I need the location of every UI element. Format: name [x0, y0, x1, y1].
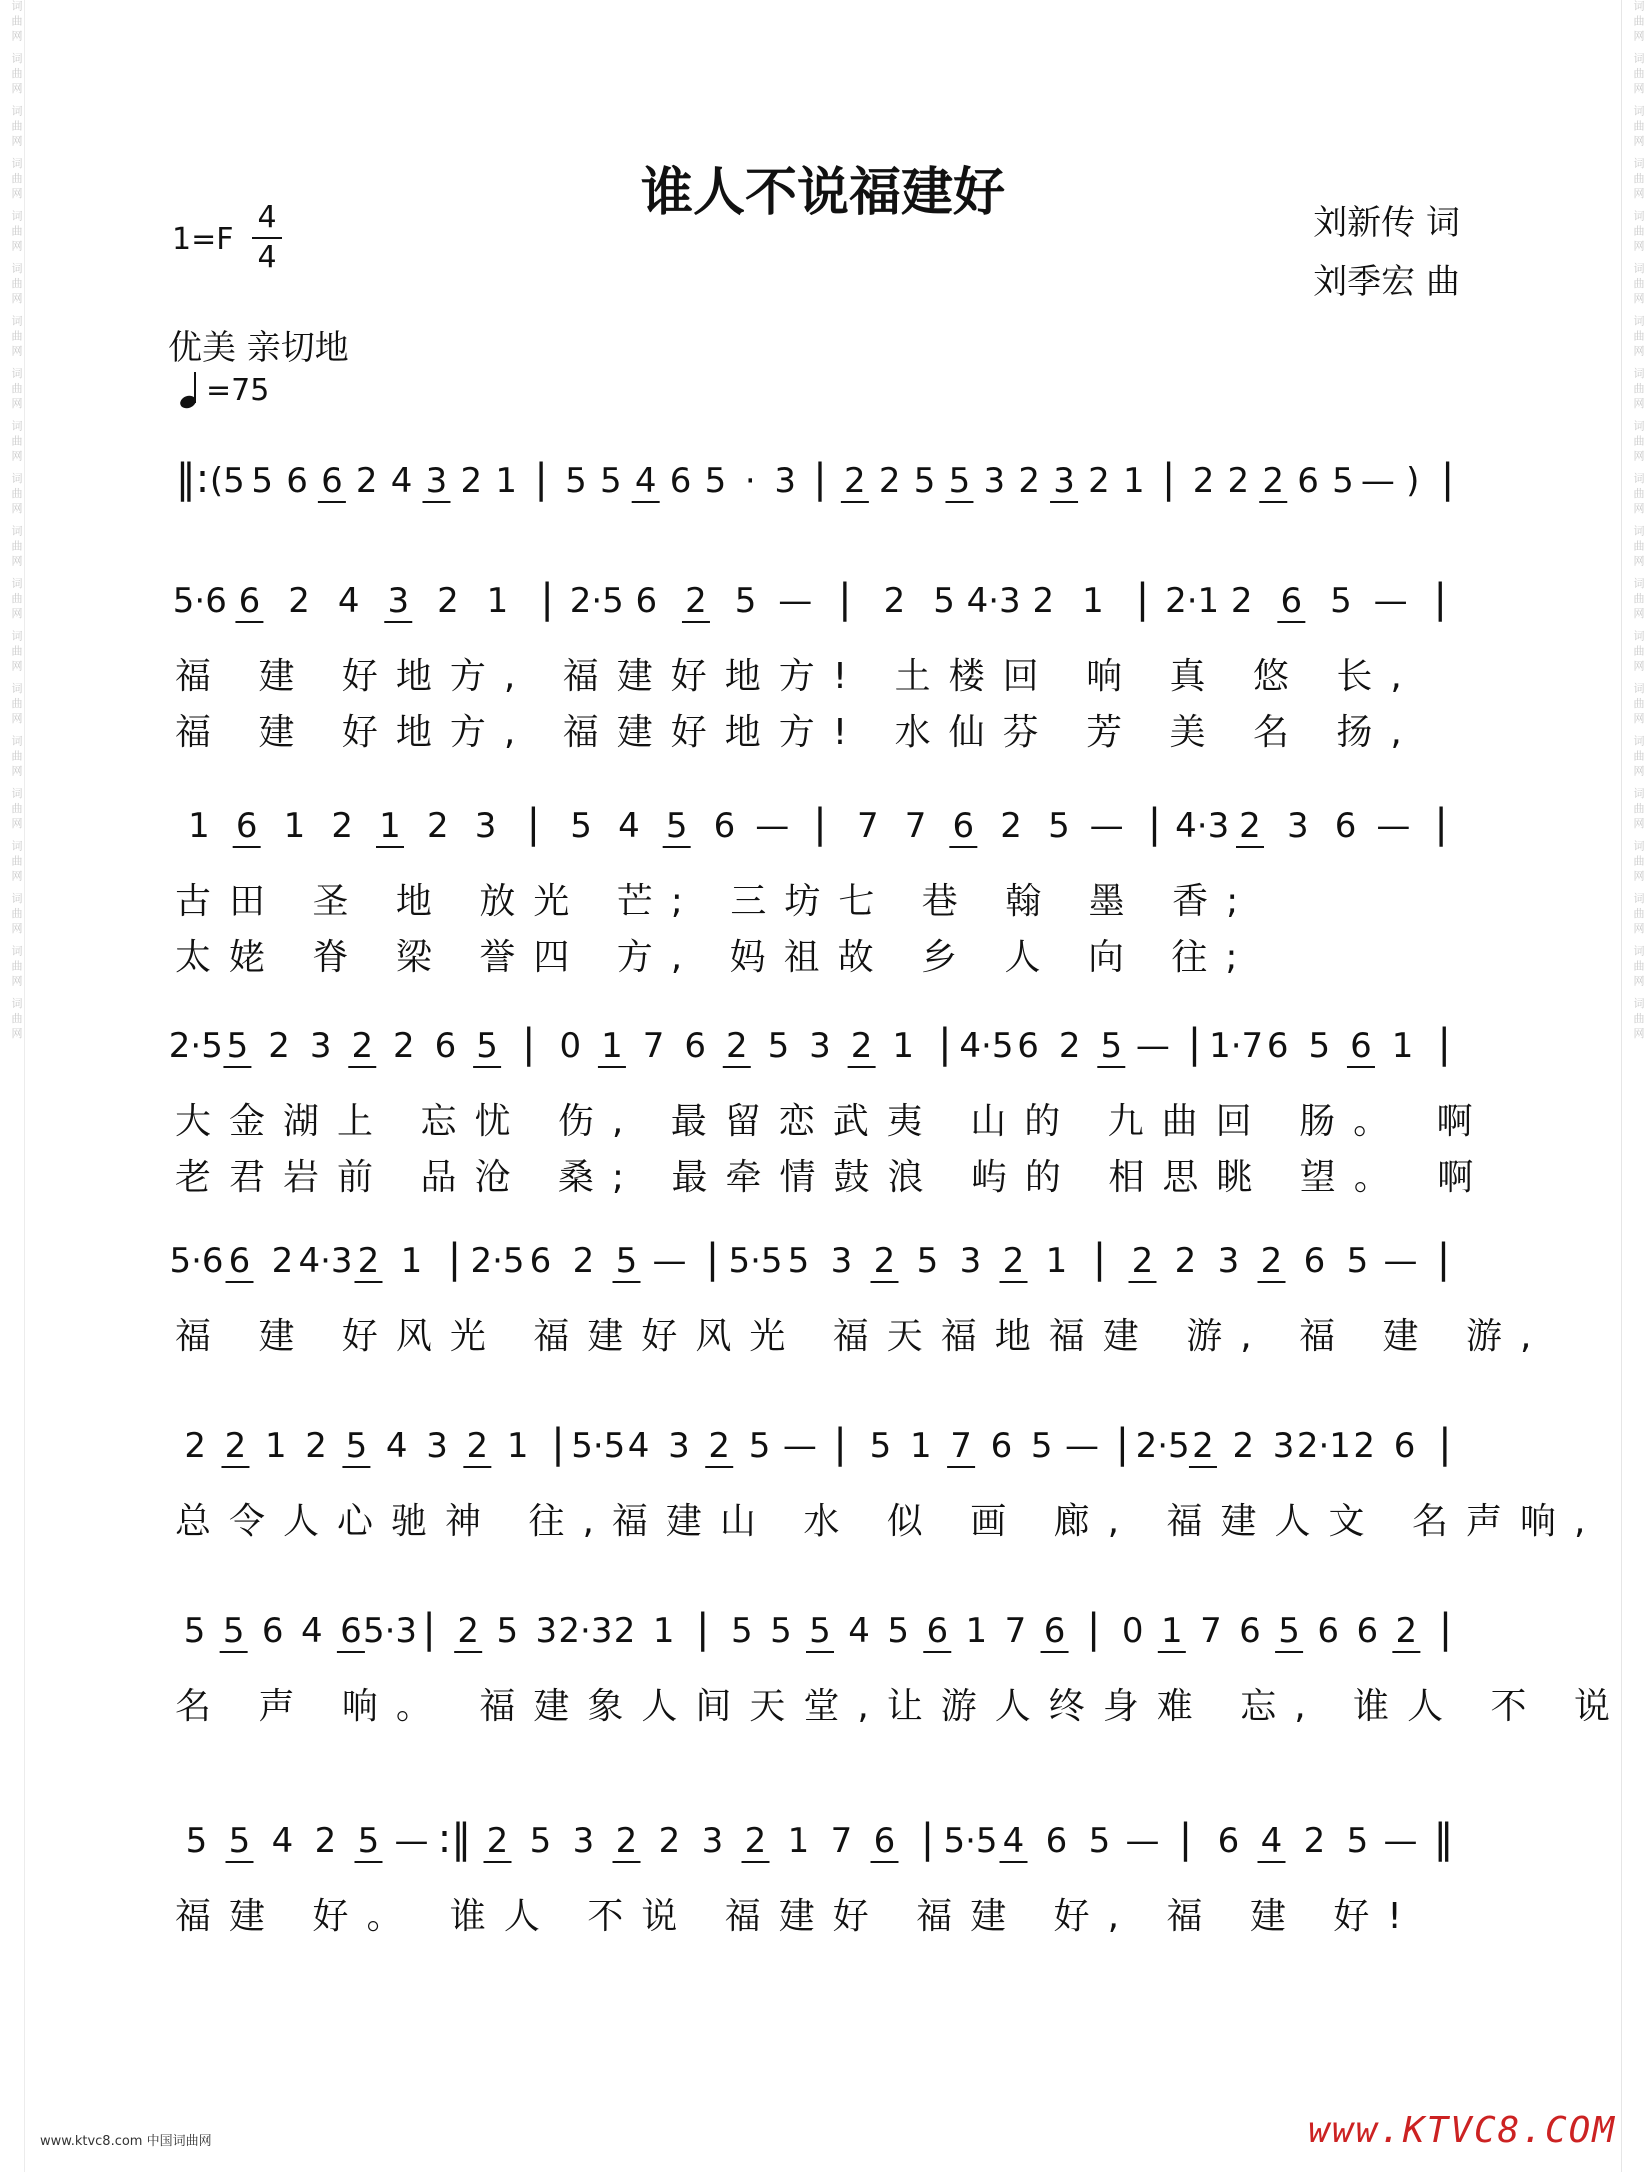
barline: | — [1161, 456, 1176, 502]
note: 5 — [916, 1241, 939, 1281]
note: 2 — [1227, 461, 1250, 501]
note: 5 — [345, 1426, 368, 1466]
note: 2 — [1032, 581, 1055, 621]
barline: | — [1178, 1816, 1193, 1862]
note: ) — [1406, 461, 1420, 501]
note: 4 — [1260, 1821, 1283, 1861]
note: — — [755, 806, 790, 846]
note: 2 — [1395, 1611, 1418, 1651]
barline: | — [1438, 1606, 1453, 1652]
note: 5·5 — [728, 1241, 783, 1281]
note: 2 — [355, 461, 378, 501]
note: 6 — [1280, 581, 1303, 621]
barline: | — [1436, 1236, 1451, 1282]
note: 3 — [701, 1821, 724, 1861]
note: 5 — [913, 461, 936, 501]
barline: | — [551, 1421, 565, 1467]
note: 1 — [506, 1426, 529, 1466]
note: 6 — [635, 581, 658, 621]
note: 5 — [933, 581, 955, 621]
note: 7 — [1004, 1611, 1027, 1651]
note: 2 — [457, 1611, 480, 1651]
note: 5 — [887, 1611, 910, 1651]
note: 3 — [474, 806, 497, 846]
note: 5 — [185, 1821, 208, 1861]
note: 6 — [1239, 1611, 1261, 1651]
notation-line — [168, 1005, 1465, 1075]
note: — — [1376, 806, 1411, 846]
note: — — [1089, 806, 1124, 846]
quarter-note-icon — [180, 372, 202, 408]
time-signature-bottom: 4 — [257, 240, 277, 275]
note: 3 — [387, 581, 410, 621]
barline: | — [1438, 1421, 1452, 1467]
note: 3 — [959, 1241, 982, 1281]
note: — — [1360, 461, 1395, 501]
note: 2 — [1058, 1026, 1081, 1066]
note: 2 — [1000, 806, 1022, 846]
note: 2 — [1174, 1241, 1197, 1281]
note: 5·6 — [169, 1241, 224, 1281]
note: 5 — [787, 1241, 810, 1281]
note: 5 — [570, 806, 592, 846]
note: 2·3 — [558, 1611, 613, 1651]
barline: | — [838, 576, 852, 622]
note: 4 — [634, 461, 657, 501]
note: 5·6 — [172, 581, 227, 621]
note: 5 — [665, 806, 688, 846]
barline: | — [833, 1421, 847, 1467]
barline: | — [705, 1236, 720, 1282]
note: 1 — [909, 1426, 932, 1466]
barline: | — [920, 1816, 935, 1862]
note: 5 — [948, 461, 971, 501]
note: 6 — [529, 1241, 552, 1281]
note: 2 — [850, 1026, 873, 1066]
note: 2·1 — [1296, 1426, 1351, 1466]
composer-credit: 刘季宏 曲 — [1313, 262, 1460, 302]
barline: | — [540, 576, 554, 622]
note: 4 — [271, 1821, 294, 1861]
note: 4 — [618, 806, 640, 846]
note: 3 — [774, 461, 796, 501]
note: 6 — [434, 1026, 457, 1066]
note: 2 — [1088, 461, 1110, 501]
note: 6 — [1356, 1611, 1379, 1651]
notation-line — [175, 1405, 1465, 1475]
note: 3 — [809, 1026, 831, 1066]
note: 7 — [1200, 1611, 1222, 1651]
notation-line — [169, 1220, 1465, 1290]
barline: | — [526, 801, 541, 847]
tempo-mark — [180, 372, 269, 408]
lyric-line: 老君岩前 品沧 桑; 最牵情鼓浪 屿的 相思眺 望。 啊 — [175, 1157, 1492, 1198]
note: 1 — [965, 1611, 988, 1651]
note: 5 — [476, 1026, 498, 1066]
note: 2 — [466, 1426, 489, 1466]
barline: | — [1440, 456, 1455, 502]
note: 1 — [283, 806, 306, 846]
note: 4 — [848, 1611, 870, 1651]
note: 5 — [357, 1821, 380, 1861]
note: 5 — [770, 1611, 792, 1651]
barline: | — [521, 1021, 536, 1067]
note: 1 — [1082, 581, 1104, 621]
note: 5 — [1330, 581, 1352, 621]
note: 2 — [393, 1026, 415, 1066]
note: 1 — [892, 1026, 915, 1066]
note: 4 — [1002, 1821, 1025, 1861]
notation-line — [175, 785, 1465, 855]
note: 7 — [950, 1426, 972, 1466]
note: 1 — [787, 1821, 810, 1861]
note: 5 — [183, 1611, 206, 1651]
note: 2·5 — [470, 1241, 525, 1281]
note: 2 — [314, 1821, 337, 1861]
note: 5 — [809, 1611, 831, 1651]
barline: | — [1135, 576, 1150, 622]
barline: | — [938, 1021, 952, 1067]
barline: | — [695, 1606, 710, 1652]
note: 2 — [460, 461, 483, 501]
note: 7 — [642, 1026, 665, 1066]
note: 2 — [1232, 1426, 1255, 1466]
note: 2 — [351, 1026, 374, 1066]
lyric-line: 太姥 脊 梁 誉四 方, 妈祖故 乡 人 向 往; — [175, 937, 1256, 978]
note: 6 — [1393, 1426, 1416, 1466]
expression-mark: 优美 亲切地 — [168, 328, 349, 368]
note: 2 — [437, 581, 459, 621]
barline: ‖ — [1433, 1816, 1454, 1862]
note: 6 — [1043, 1611, 1066, 1651]
note: 5 — [734, 581, 757, 621]
note: (5 — [209, 461, 245, 501]
note: 3 — [1217, 1241, 1240, 1281]
note: 5·5 — [943, 1821, 998, 1861]
note: 1 — [379, 806, 401, 846]
note: 5 — [226, 1026, 249, 1066]
note: 2 — [1353, 1426, 1376, 1466]
note: 6 — [1297, 461, 1319, 501]
note: 2 — [288, 581, 310, 621]
notation-line — [175, 1800, 1465, 1870]
note: 2·5 — [569, 581, 624, 621]
footer-site-logo: www.KTVC8.COM — [1308, 2110, 1616, 2151]
note: 2 — [1018, 461, 1041, 501]
note: 6 — [873, 1821, 896, 1861]
note: 1 — [264, 1426, 287, 1466]
note: 7 — [856, 806, 879, 846]
note: 3 — [668, 1426, 690, 1466]
note: 1 — [652, 1611, 675, 1651]
note: 3 — [572, 1821, 595, 1861]
note: 3 — [426, 1426, 448, 1466]
note: 2 — [184, 1426, 206, 1466]
note: 2 — [486, 1821, 509, 1861]
note: 1 — [1122, 461, 1145, 501]
note: 4 — [300, 1611, 323, 1651]
note: 6 — [684, 1026, 706, 1066]
note: 2 — [1192, 461, 1215, 501]
barline: | — [1147, 801, 1162, 847]
note: 6 — [286, 461, 308, 501]
note: 5 — [1088, 1821, 1111, 1861]
note: 6 — [1303, 1241, 1326, 1281]
tempo-value: =75 — [206, 372, 270, 408]
note: 2 — [1131, 1241, 1154, 1281]
left-watermark-strip: 词曲网 词曲网 词曲网 词曲网 词曲网 词曲网 词曲网 词曲网 词曲网 词曲网 词曲网 词曲网 词曲网 词曲网 词曲网 词曲网 词曲网 词曲网 词曲网 词曲网 — [0, 0, 25, 2172]
note: 5 — [599, 461, 622, 501]
note: 5 — [565, 461, 587, 501]
note: 5 — [748, 1426, 771, 1466]
note: 1 — [188, 806, 210, 846]
lyric-line: 大金湖上 忘忧 伤, 最留恋武夷 山的 九曲回 肠。 啊 — [175, 1101, 1491, 1142]
note: 6 — [1334, 806, 1357, 846]
key-signature: 1=F — [172, 222, 234, 257]
note: — — [1383, 1241, 1418, 1281]
note: — — [1135, 1026, 1170, 1066]
note: 2 — [878, 461, 901, 501]
note: 5 — [222, 1611, 245, 1651]
barline: | — [422, 1606, 436, 1652]
barline: :‖ — [437, 1816, 472, 1862]
lyric-line: 福 建 好地方, 福建好地方! 土楼回 响 真 悠 长, — [175, 656, 1420, 697]
note: 6 — [1350, 1026, 1372, 1066]
note: 6 — [1317, 1611, 1340, 1651]
right-watermark-strip: 词曲网 词曲网 词曲网 词曲网 词曲网 词曲网 词曲网 词曲网 词曲网 词曲网 词曲网 词曲网 词曲网 词曲网 词曲网 词曲网 词曲网 词曲网 词曲网 词曲网 — [1621, 0, 1646, 2172]
note: 6 — [926, 1611, 949, 1651]
note: 5 — [1048, 806, 1070, 846]
notation-line — [172, 560, 1465, 630]
note: 2 — [873, 1241, 896, 1281]
note: 5 — [704, 461, 727, 501]
time-signature — [252, 200, 282, 276]
barline: | — [1086, 1606, 1101, 1652]
note: — — [1373, 581, 1408, 621]
note: 2 — [1260, 1241, 1283, 1281]
note: 2 — [271, 1241, 294, 1281]
note: 6 — [952, 806, 975, 846]
note: 2 — [658, 1821, 681, 1861]
note: 5 — [529, 1821, 552, 1861]
note: 2 — [1002, 1241, 1025, 1281]
note: 6 — [713, 806, 736, 846]
note: 1 — [486, 581, 509, 621]
note: 4 — [385, 1426, 408, 1466]
barline: | — [1115, 1421, 1130, 1467]
note: — — [652, 1241, 687, 1281]
note: 1 — [400, 1241, 423, 1281]
note: 4 — [627, 1426, 650, 1466]
lyric-line: 名 声 响。 福建象人间天堂,让游人终身难 忘, 谁人 不 说 — [175, 1686, 1628, 1727]
notation-line — [175, 440, 1465, 510]
note: 2 — [883, 581, 906, 621]
note: 5·5 — [571, 1426, 626, 1466]
lyricist-credit: 刘新传 词 — [1313, 203, 1460, 243]
note: 2 — [1303, 1821, 1326, 1861]
note: 5 — [228, 1821, 251, 1861]
lyric-line: 古田 圣 地 放光 芒; 三坊七 巷 翰 墨 香; — [175, 881, 1257, 922]
note: 6 — [1045, 1821, 1068, 1861]
note: 1 — [495, 461, 518, 501]
note: 6 — [321, 461, 343, 501]
note: 3 — [535, 1611, 558, 1651]
note: 2·1 — [1165, 581, 1220, 621]
note: 6 — [990, 1426, 1013, 1466]
barline: | — [1092, 1236, 1107, 1282]
note: — — [1383, 1821, 1418, 1861]
barline: | — [1187, 1021, 1202, 1067]
note: 2 — [357, 1241, 380, 1281]
note: 2 — [426, 806, 449, 846]
note: 2 — [305, 1426, 327, 1466]
note: 3 — [309, 1026, 332, 1066]
note: 3 — [425, 461, 448, 501]
barline: | — [1434, 801, 1448, 847]
note: 5 — [767, 1026, 790, 1066]
note: 1 — [1160, 1611, 1183, 1651]
song-title: 谁人不说福建好 — [640, 163, 1005, 223]
note: 0 — [559, 1026, 582, 1066]
note: — — [1125, 1821, 1160, 1861]
note: 5 — [869, 1426, 892, 1466]
note: 5 — [1100, 1026, 1123, 1066]
note: 2 — [725, 1026, 748, 1066]
note: 1 — [601, 1026, 623, 1066]
note: 3 — [1053, 461, 1075, 501]
note: 2 — [1239, 806, 1261, 846]
lyric-line: 福建 好。 谁人 不说 福建好 福建 好, 福 建 好! — [175, 1896, 1420, 1937]
note: 6 — [228, 1241, 251, 1281]
note: 1 — [1045, 1241, 1068, 1281]
note: 2 — [268, 1026, 290, 1066]
footer-left-credit: www.ktvc8.com 中国词曲网 — [40, 2134, 212, 2149]
note: — — [782, 1426, 817, 1466]
note: 7 — [904, 806, 927, 846]
note: 2 — [685, 581, 707, 621]
note: 4·3 — [298, 1241, 353, 1281]
note: 5 — [1278, 1611, 1300, 1651]
note: 5·3 — [362, 1611, 418, 1651]
note: 2 — [1230, 581, 1253, 621]
note: 4·5 — [959, 1026, 1014, 1066]
note: 4·3 — [966, 581, 1021, 621]
note: · — [744, 461, 756, 501]
note: 5 — [496, 1611, 519, 1651]
note: 5 — [1346, 1821, 1369, 1861]
note: 6 — [340, 1611, 362, 1651]
note: 2 — [1192, 1426, 1214, 1466]
note: — — [1065, 1426, 1100, 1466]
note: 0 — [1121, 1611, 1144, 1651]
note: 5 — [1346, 1241, 1369, 1281]
note: 5 — [251, 461, 273, 501]
barline: | — [1433, 576, 1447, 622]
notation-line — [175, 1590, 1465, 1660]
barline: | — [813, 456, 827, 502]
lyric-line: 福 建 好风光 福建好风光 福天福地福建 游, 福 建 游, — [175, 1316, 1550, 1357]
note: 2 — [744, 1821, 767, 1861]
note: 6 — [1266, 1026, 1289, 1066]
note: 6 — [1217, 1821, 1240, 1861]
note: 2·5 — [1135, 1426, 1190, 1466]
note: — — [778, 581, 813, 621]
note: 1·7 — [1209, 1026, 1264, 1066]
note: 6 — [261, 1611, 284, 1651]
barline: | — [447, 1236, 462, 1282]
time-signature-top: 4 — [257, 200, 277, 235]
note: 7 — [830, 1821, 853, 1861]
note: 3 — [1286, 806, 1309, 846]
note: 2 — [331, 806, 354, 846]
note: 5 — [1308, 1026, 1331, 1066]
note: 4 — [390, 461, 413, 501]
note: 2 — [708, 1426, 731, 1466]
lyric-line: 福 建 好地方, 福建好地方! 水仙芬 芳 美 名 扬, — [175, 712, 1420, 753]
barline: | — [1437, 1021, 1451, 1067]
note: 3 — [983, 461, 1006, 501]
note: 2 — [844, 461, 866, 501]
note: 2·5 — [168, 1026, 223, 1066]
note: 4·3 — [1175, 806, 1230, 846]
note: — — [394, 1821, 429, 1861]
note: 2 — [572, 1241, 595, 1281]
note: 5 — [615, 1241, 638, 1281]
note: 6 — [235, 806, 258, 846]
note: 5 — [730, 1611, 753, 1651]
note: 5 — [1030, 1426, 1053, 1466]
note: 6 — [1017, 1026, 1039, 1066]
lyric-line: 总令人心驰神 往,福建山 水 似 画 廊, 福建人文 名声响, — [175, 1501, 1604, 1542]
note: 2 — [224, 1426, 247, 1466]
note: 1 — [1391, 1026, 1414, 1066]
note: 3 — [1272, 1426, 1295, 1466]
note: 4 — [337, 581, 360, 621]
note: 5 — [1332, 461, 1354, 501]
note: 6 — [238, 581, 261, 621]
note: 2 — [615, 1821, 638, 1861]
note: 6 — [669, 461, 692, 501]
barline: | — [813, 801, 827, 847]
barline: ‖: — [175, 456, 210, 502]
note: 2 — [613, 1611, 636, 1651]
note: 2 — [1262, 461, 1285, 501]
note: 3 — [830, 1241, 853, 1281]
barline: | — [534, 456, 548, 502]
